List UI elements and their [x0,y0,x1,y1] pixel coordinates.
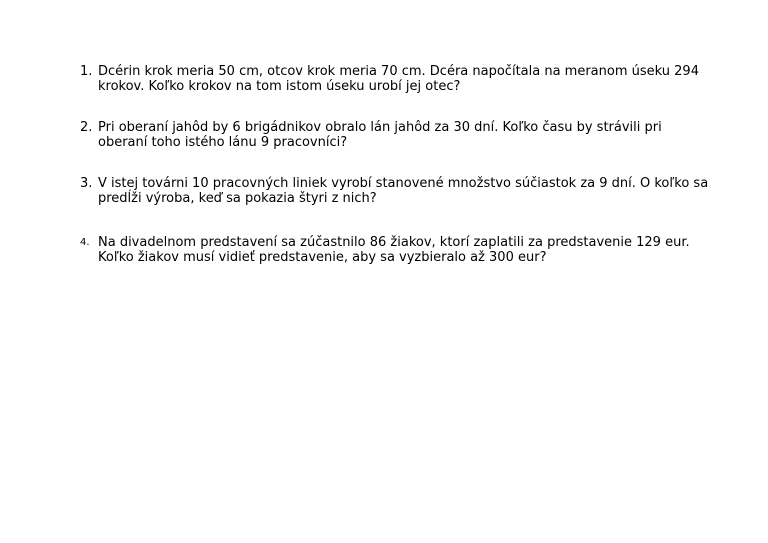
problem-item-2 [80,120,710,150]
problem-number: 3. [80,176,93,191]
problem-number: 4. [80,237,90,248]
problem-text: Dcérin krok meria 50 cm, otcov krok meria 70 cm. Dcéra napočítala na meranom úseku 294 krokov. Koľko krokov na tom istom úseku urobí jej otec? [98,64,699,94]
problem-text: Pri oberaní jahôd by 6 brigádnikov obralo lán jahôd za 30 dní. Koľko času by strávili pri oberaní toho istého lánu 9 pracovníci? [98,120,662,150]
problem-text: V istej továrni 10 pracovných liniek vyrobí stanovené množstvo súčiastok za 9 dní. O koľko sa predĺži výroba, keď sa pokazia štyri z nich? [98,176,709,206]
problem-number: 1. [80,64,93,79]
problem-item-4 [80,235,710,265]
problem-item-1 [80,64,710,94]
problem-item-3 [80,176,710,206]
problem-number: 2. [80,120,93,135]
problem-text: Na divadelnom predstavení sa zúčastnilo 86 žiakov, ktorí zaplatili za predstavenie 129 eur. Koľko žiakov musí vidieť predstavenie, aby sa vyzbieralo až 300 eur? [98,235,690,265]
